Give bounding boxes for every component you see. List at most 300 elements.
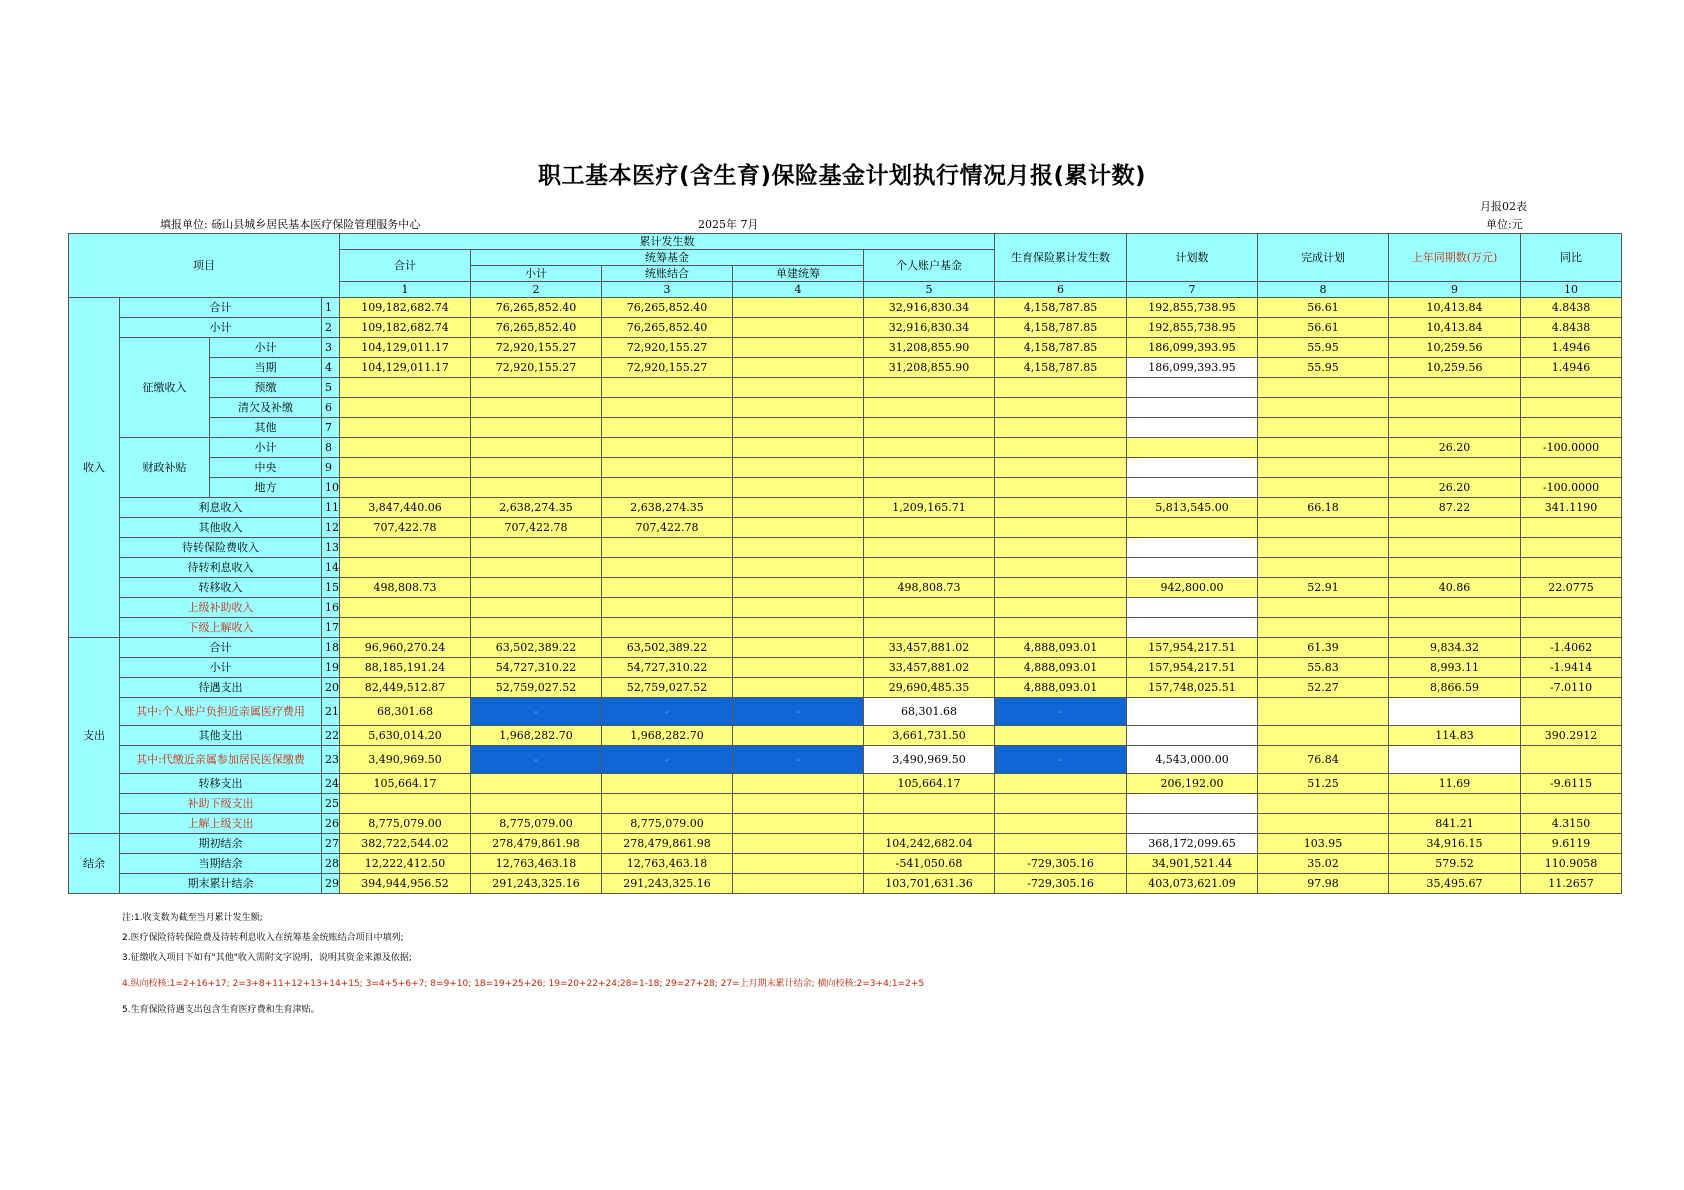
table-cell: 109,182,682.74 [340,318,471,338]
table-cell [733,438,864,458]
table-cell [995,518,1127,538]
table-cell [1258,418,1389,438]
table-cell: 104,129,011.17 [340,358,471,378]
row-number: 13 [322,538,340,558]
row-label: 当期结余 [120,854,322,874]
table-row [69,578,1622,598]
table-cell: 63,502,389.22 [471,638,602,658]
table-cell [1521,538,1622,558]
column-number: 4 [733,282,864,298]
row-label: 中央 [210,458,322,478]
table-cell: 9.6119 [1521,834,1622,854]
row-label: 小计 [210,438,322,458]
table-cell [340,378,471,398]
table-cell [1127,814,1258,834]
table-cell [864,438,995,458]
table-cell [1521,558,1622,578]
table-cell: 11.2657 [1521,874,1622,894]
table-cell [1389,458,1521,478]
row-number: 18 [322,638,340,658]
table-cell [602,794,733,814]
table-cell [733,618,864,638]
table-cell: 291,243,325.16 [602,874,733,894]
table-row [69,438,1622,458]
table-cell [733,458,864,478]
row-label: 待遇支出 [120,678,322,698]
table-cell: - [602,746,733,774]
row-label: 小计 [210,338,322,358]
table-cell: 498,808.73 [340,578,471,598]
table-cell [733,774,864,794]
report-table [68,233,1622,894]
table-row [69,726,1622,746]
table-row [69,834,1622,854]
table-cell: -100.0000 [1521,438,1622,458]
table-cell [602,578,733,598]
table-cell: 34,901,521.44 [1127,854,1258,874]
table-cell [733,498,864,518]
header-maternity: 生育保险累计发生数 [995,234,1127,282]
table-cell: 1,209,165.71 [864,498,995,518]
table-cell [995,774,1127,794]
table-cell [733,558,864,578]
table-cell [995,726,1127,746]
table-cell: 4,158,787.85 [995,338,1127,358]
table-cell [1389,698,1521,726]
table-cell: 31,208,855.90 [864,358,995,378]
table-cell [864,518,995,538]
table-cell [1521,518,1622,538]
row-label: 待转保险费收入 [120,538,322,558]
table-cell [733,874,864,894]
table-cell: 1.4946 [1521,338,1622,358]
table-cell: 82,449,512.87 [340,678,471,698]
table-cell: 278,479,861.98 [471,834,602,854]
table-cell: 104,129,011.17 [340,338,471,358]
table-cell [1389,538,1521,558]
table-cell: 579.52 [1389,854,1521,874]
table-cell: 40.86 [1389,578,1521,598]
table-cell: 35,495.67 [1389,874,1521,894]
table-cell [1127,398,1258,418]
row-label: 上级补助收入 [120,598,322,618]
row-label: 其中:个人账户负担近亲属医疗费用 [120,698,322,726]
table-cell: 72,920,155.27 [602,358,733,378]
table-cell [1389,418,1521,438]
table-cell: 4.8438 [1521,298,1622,318]
table-cell: 394,944,956.52 [340,874,471,894]
table-cell: - [733,746,864,774]
table-cell [471,558,602,578]
row-label: 其他支出 [120,726,322,746]
table-cell: 76,265,852.40 [471,318,602,338]
row-number: 24 [322,774,340,794]
table-cell [1521,398,1622,418]
table-cell: 12,763,463.18 [471,854,602,874]
table-row [69,794,1622,814]
table-cell: 8,775,079.00 [602,814,733,834]
table-cell [1389,746,1521,774]
table-cell: 3,490,969.50 [864,746,995,774]
table-cell: 157,954,217.51 [1127,658,1258,678]
row-number: 21 [322,698,340,726]
table-cell: 5,630,014.20 [340,726,471,746]
table-cell [864,814,995,834]
table-cell: 4,158,787.85 [995,358,1127,378]
table-cell [864,794,995,814]
row-number: 14 [322,558,340,578]
table-cell: 4,888,093.01 [995,678,1127,698]
table-cell [1389,598,1521,618]
row-number: 28 [322,854,340,874]
row-number: 3 [322,338,340,358]
row-number: 20 [322,678,340,698]
table-cell: 1.4946 [1521,358,1622,378]
table-cell: 55.95 [1258,358,1389,378]
table-cell: 34,916.15 [1389,834,1521,854]
row-label: 转移收入 [120,578,322,598]
row-number: 1 [322,298,340,318]
row-label: 其他收入 [120,518,322,538]
table-cell: 35.02 [1258,854,1389,874]
table-cell: 1,968,282.70 [471,726,602,746]
table-cell [340,398,471,418]
table-cell [1258,726,1389,746]
column-number: 10 [1521,282,1622,298]
group-income: 收入 [69,298,120,638]
table-cell [733,338,864,358]
table-cell [1258,438,1389,458]
table-cell [864,558,995,578]
header-pooled-fund: 统筹基金 [471,250,864,266]
table-cell [995,478,1127,498]
table-cell: 29,690,485.35 [864,678,995,698]
table-cell [733,298,864,318]
table-cell [1389,794,1521,814]
row-number: 15 [322,578,340,598]
row-label: 地方 [210,478,322,498]
table-cell [1127,438,1258,458]
note-5: 5.生育保险待遇支出包含生育医疗费和生育津贴。 [122,1005,320,1015]
table-cell [602,378,733,398]
table-cell [602,774,733,794]
table-cell [733,814,864,834]
table-cell: 103,701,631.36 [864,874,995,894]
table-cell [1521,598,1622,618]
table-cell: 68,301.68 [340,698,471,726]
table-cell: 52.27 [1258,678,1389,698]
table-row [69,598,1622,618]
header-item: 项目 [69,234,340,298]
table-cell: 10,413.84 [1389,298,1521,318]
table-cell: 10,413.84 [1389,318,1521,338]
row-label: 预缴 [210,378,322,398]
table-cell [471,538,602,558]
column-number: 7 [1127,282,1258,298]
table-cell [1258,618,1389,638]
table-cell [995,418,1127,438]
table-cell [1127,418,1258,438]
table-cell: 382,722,544.02 [340,834,471,854]
table-cell: - [995,698,1127,726]
row-label: 利息收入 [120,498,322,518]
row-label: 合计 [120,298,322,318]
table-cell: 32,916,830.34 [864,318,995,338]
table-row [69,638,1622,658]
row-number: 16 [322,598,340,618]
table-cell [602,458,733,478]
table-cell: 3,847,440.06 [340,498,471,518]
table-row [69,558,1622,578]
table-cell [1127,518,1258,538]
table-cell [602,538,733,558]
table-cell [471,438,602,458]
table-cell: -541,050.68 [864,854,995,874]
table-cell [602,438,733,458]
table-cell [471,418,602,438]
table-cell [1389,518,1521,538]
table-cell [471,378,602,398]
table-cell: 10,259.56 [1389,358,1521,378]
table-cell [995,498,1127,518]
table-cell [471,774,602,794]
table-cell [471,598,602,618]
table-cell: -100.0000 [1521,478,1622,498]
column-number: 6 [995,282,1127,298]
table-cell [995,578,1127,598]
table-cell: 1,968,282.70 [602,726,733,746]
table-cell: 63,502,389.22 [602,638,733,658]
table-cell: -729,305.16 [995,874,1127,894]
table-cell: 3,661,731.50 [864,726,995,746]
table-cell [1127,458,1258,478]
row-label: 小计 [120,658,322,678]
table-cell: 110.9058 [1521,854,1622,874]
row-number: 5 [322,378,340,398]
table-row [69,318,1622,338]
table-cell [733,834,864,854]
table-cell: 5,813,545.00 [1127,498,1258,518]
table-cell: - [471,698,602,726]
table-cell: 157,748,025.51 [1127,678,1258,698]
row-label: 补助下级支出 [120,794,322,814]
table-cell [471,794,602,814]
table-cell: - [471,746,602,774]
table-cell [1258,538,1389,558]
table-cell: 2,638,274.35 [471,498,602,518]
table-cell [1258,518,1389,538]
table-cell [1127,598,1258,618]
table-cell: 186,099,393.95 [1127,338,1258,358]
table-cell [864,378,995,398]
group-levy-income: 征缴收入 [120,338,210,438]
table-cell [471,578,602,598]
table-cell: 8,993.11 [1389,658,1521,678]
table-cell [471,618,602,638]
table-cell [1127,378,1258,398]
row-label: 小计 [120,318,322,338]
table-cell: 105,664.17 [864,774,995,794]
table-cell [340,618,471,638]
table-cell [864,458,995,478]
table-cell: 22.0775 [1521,578,1622,598]
header-cumulative: 累计发生数 [340,234,995,250]
table-cell [733,794,864,814]
row-label: 转移支出 [120,774,322,794]
table-cell [1521,698,1622,726]
table-cell [602,418,733,438]
table-cell: -7.0110 [1521,678,1622,698]
table-cell: 707,422.78 [602,518,733,538]
table-cell: 54,727,310.22 [471,658,602,678]
table-cell [1521,458,1622,478]
table-cell: 55.83 [1258,658,1389,678]
table-cell [1521,418,1622,438]
table-cell: 186,099,393.95 [1127,358,1258,378]
table-cell: - [733,698,864,726]
table-cell [602,478,733,498]
table-cell [1127,618,1258,638]
table-cell: 72,920,155.27 [471,358,602,378]
table-cell [864,398,995,418]
table-cell [733,378,864,398]
row-label: 下级上解收入 [120,618,322,638]
header-pooled-account: 统账结合 [602,266,733,282]
table-cell [995,834,1127,854]
table-cell [733,598,864,618]
table-cell [1389,378,1521,398]
table-cell: 33,457,881.02 [864,658,995,678]
row-label: 其他 [210,418,322,438]
table-cell: 10,259.56 [1389,338,1521,358]
note-3: 3.征缴收入项目下如有"其他"收入需附文字说明，说明其资金来源及依据; [122,953,412,963]
table-cell: -729,305.16 [995,854,1127,874]
table-cell [864,538,995,558]
table-cell: 192,855,738.95 [1127,318,1258,338]
group-balance: 结余 [69,834,120,894]
table-cell: 4,888,093.01 [995,638,1127,658]
table-cell: -1.4062 [1521,638,1622,658]
table-cell [864,478,995,498]
table-cell [995,378,1127,398]
table-cell: 707,422.78 [471,518,602,538]
table-cell: 4,543,000.00 [1127,746,1258,774]
table-cell: 8,866.59 [1389,678,1521,698]
table-cell: 88,185,191.24 [340,658,471,678]
table-cell [1258,814,1389,834]
table-cell: 54,727,310.22 [602,658,733,678]
table-cell [864,598,995,618]
table-row [69,358,1622,378]
row-label: 当期 [210,358,322,378]
table-cell: 66.18 [1258,498,1389,518]
column-number: 8 [1258,282,1389,298]
table-row [69,398,1622,418]
unit-label: 单位:元 [1486,218,1523,231]
table-cell [602,598,733,618]
group-fiscal-subsidy: 财政补贴 [120,438,210,498]
table-cell: 12,222,412.50 [340,854,471,874]
table-cell: 31,208,855.90 [864,338,995,358]
table-cell: 4,158,787.85 [995,318,1127,338]
table-cell [733,854,864,874]
row-label: 合计 [120,638,322,658]
report-period: 2025年 7月 [698,218,759,231]
table-cell [995,814,1127,834]
table-cell: 157,954,217.51 [1127,638,1258,658]
header-personal-account: 个人账户基金 [864,250,995,282]
table-cell: 51.25 [1258,774,1389,794]
row-label: 待转利息收入 [120,558,322,578]
table-cell: 206,192.00 [1127,774,1258,794]
table-cell [733,318,864,338]
table-row [69,618,1622,638]
table-cell: -9.6115 [1521,774,1622,794]
table-cell: 68,301.68 [864,698,995,726]
row-number: 12 [322,518,340,538]
table-cell: 104,242,682.04 [864,834,995,854]
table-cell: 76,265,852.40 [602,298,733,318]
row-number: 22 [322,726,340,746]
table-cell: 72,920,155.27 [471,338,602,358]
table-cell [1258,398,1389,418]
table-row [69,774,1622,794]
table-row [69,538,1622,558]
table-cell [733,578,864,598]
table-cell: 942,800.00 [1127,578,1258,598]
table-row [69,478,1622,498]
header-standalone: 单建统筹 [733,266,864,282]
row-label: 上解上级支出 [120,814,322,834]
note-1: 注:1.收支数为截至当月累计发生额; [122,913,263,923]
table-cell [1521,618,1622,638]
table-cell [340,458,471,478]
table-cell: 32,916,830.34 [864,298,995,318]
fill-unit: 填报单位: 砀山县城乡居民基本医疗保险管理服务中心 [160,218,421,231]
table-cell [1258,378,1389,398]
table-cell [1389,558,1521,578]
table-cell [602,558,733,578]
table-cell [1127,478,1258,498]
table-cell [340,478,471,498]
row-number: 8 [322,438,340,458]
table-cell [1258,598,1389,618]
table-cell: 498,808.73 [864,578,995,598]
table-cell: 61.39 [1258,638,1389,658]
table-cell [995,794,1127,814]
row-number: 4 [322,358,340,378]
table-cell [733,678,864,698]
table-cell [1389,618,1521,638]
table-cell: 76.84 [1258,746,1389,774]
table-cell: 76,265,852.40 [602,318,733,338]
table-cell [1258,558,1389,578]
table-cell: 341.1190 [1521,498,1622,518]
table-row [69,378,1622,398]
row-number: 11 [322,498,340,518]
table-cell: 76,265,852.40 [471,298,602,318]
table-cell: 105,664.17 [340,774,471,794]
table-cell [995,618,1127,638]
table-cell: 192,855,738.95 [1127,298,1258,318]
table-cell [1521,746,1622,774]
column-number: 5 [864,282,995,298]
row-number: 6 [322,398,340,418]
table-cell [733,658,864,678]
row-label: 期末累计结余 [120,874,322,894]
row-number: 10 [322,478,340,498]
header-yoy: 同比 [1521,234,1622,282]
